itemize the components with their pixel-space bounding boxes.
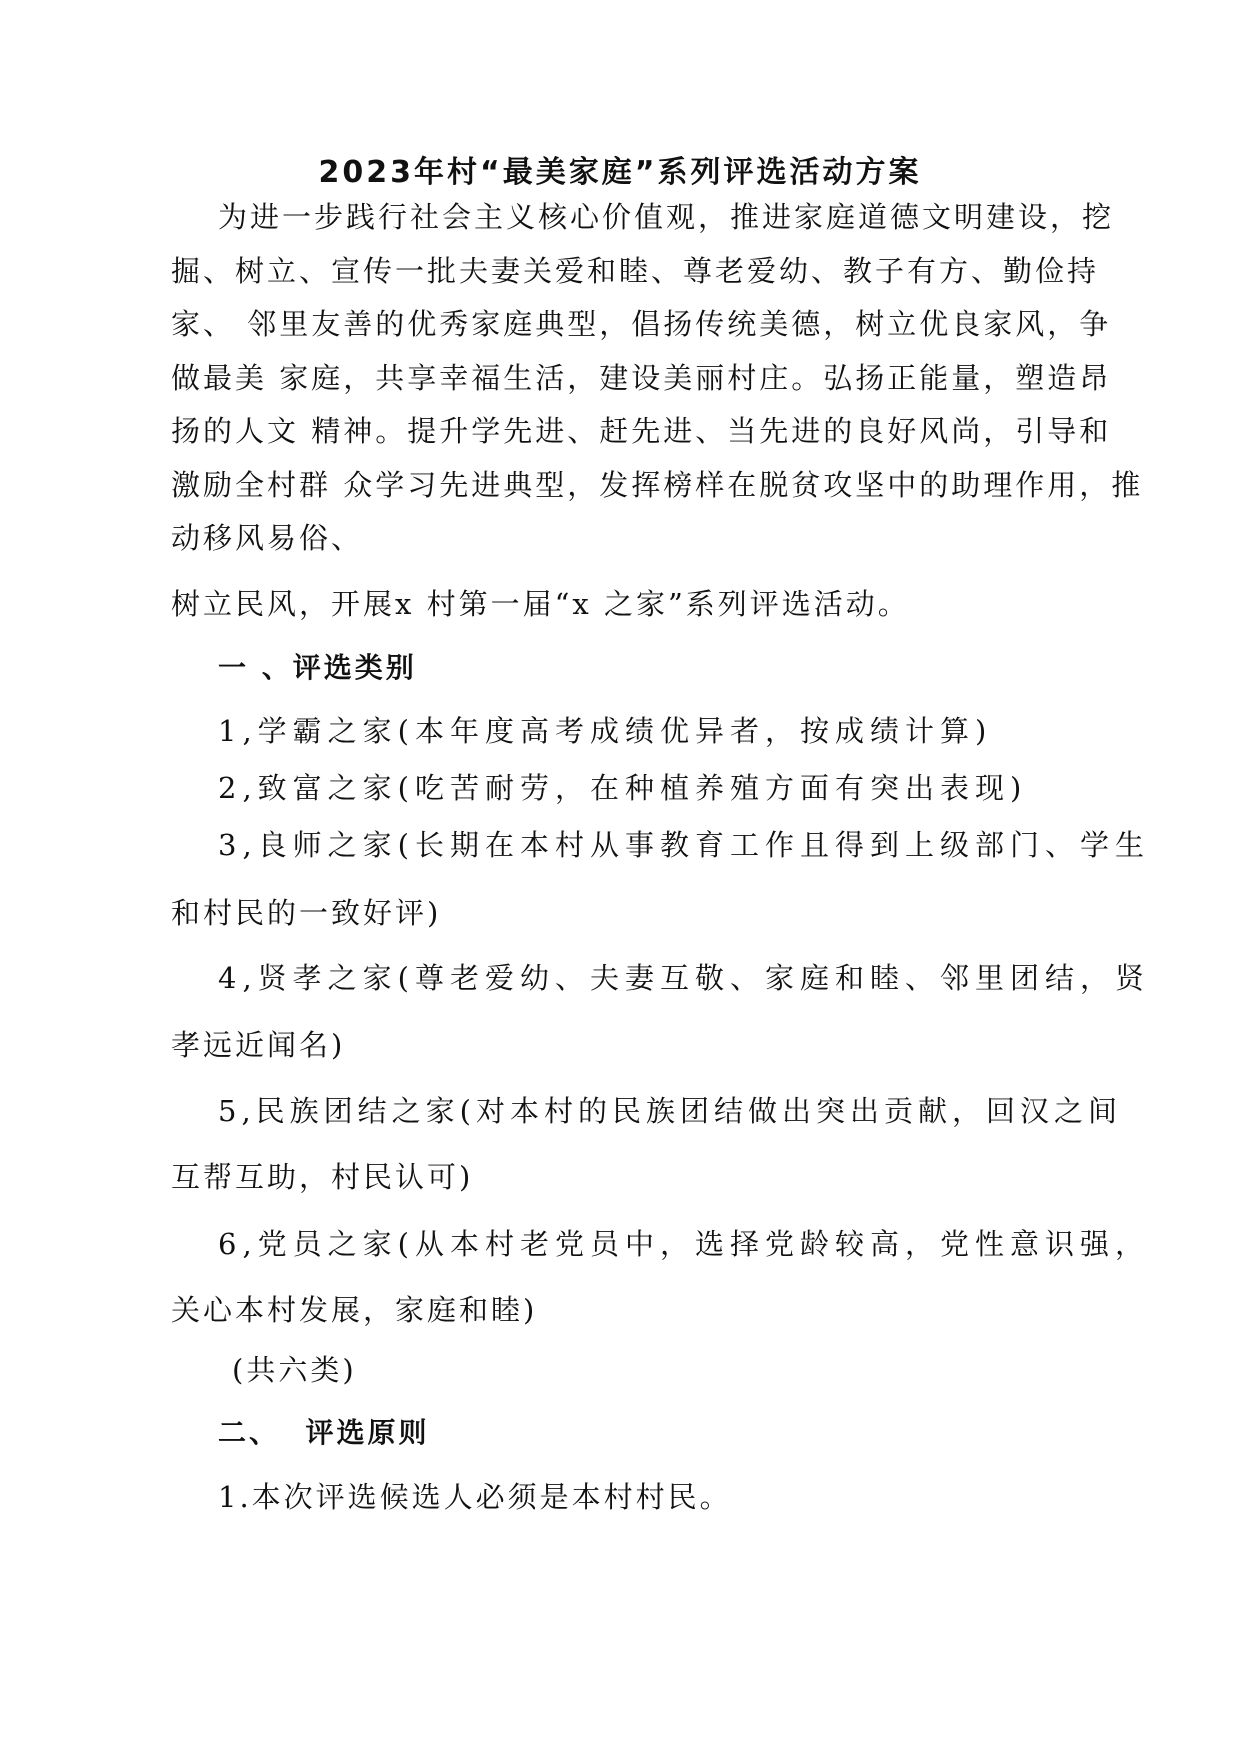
category-item-continued: 互帮互助，村民认可) [171, 1160, 474, 1194]
intro-line: 家、 邻里友善的优秀家庭典型，倡扬传统美德，树立优良家风，争 [171, 307, 1112, 341]
intro-line: 掘、树立、宣传一批夫妻关爱和睦、尊老爱幼、教子有方、勤俭持 [171, 254, 1100, 288]
category-item-continued: 和村民的一致好评) [171, 896, 442, 930]
category-summary: (共六类) [232, 1353, 357, 1387]
intro-line: 扬的人文 精神。提升学先进、赶先进、当先进的良好风尚，引导和 [171, 414, 1112, 448]
category-item: 3,良师之家(长期在本村从事教育工作且得到上级部门、学生 [218, 828, 1150, 862]
category-item: 4,贤孝之家(尊老爱幼、夫妻互敬、家庭和睦、邻里团结，贤 [218, 961, 1150, 995]
category-item: 5,民族团结之家(对本村的民族团结做出突出贡献，回汉之间 [218, 1094, 1122, 1128]
category-item-continued: 孝远近闻名) [171, 1028, 346, 1062]
document-title: 2023年村“最美家庭”系列评选活动方案 [318, 155, 922, 190]
intro-line: 树立民风，开展x 村第一届“x 之家”系列评选活动。 [171, 587, 910, 621]
category-item-continued: 关心本村发展，家庭和睦) [171, 1293, 538, 1327]
category-item: 1,学霸之家(本年度高考成绩优异者，按成绩计算) [218, 714, 993, 748]
category-item: 2,致富之家(吃苦耐劳，在种植养殖方面有突出表现) [218, 771, 1028, 805]
section-heading-principles: 二、 评选原则 [218, 1416, 430, 1449]
category-item: 6,党员之家(从本村老党员中，选择党龄较高，党性意识强， [218, 1227, 1150, 1261]
intro-line: 做最美 家庭，共享幸福生活，建设美丽村庄。弘扬正能量，塑造昂 [171, 361, 1112, 395]
intro-line: 激励全村群 众学习先进典型，发挥榜样在脱贫攻坚中的助理作用，推 [171, 468, 1144, 502]
intro-line: 为进一步践行社会主义核心价值观，推进家庭道德文明建设，挖 [218, 200, 1115, 234]
intro-line: 动移风易俗、 [171, 521, 364, 555]
section-heading-categories: 一 、评选类别 [218, 651, 417, 684]
principle-item: 1.本次评选候选人必须是本村村民。 [218, 1480, 732, 1514]
